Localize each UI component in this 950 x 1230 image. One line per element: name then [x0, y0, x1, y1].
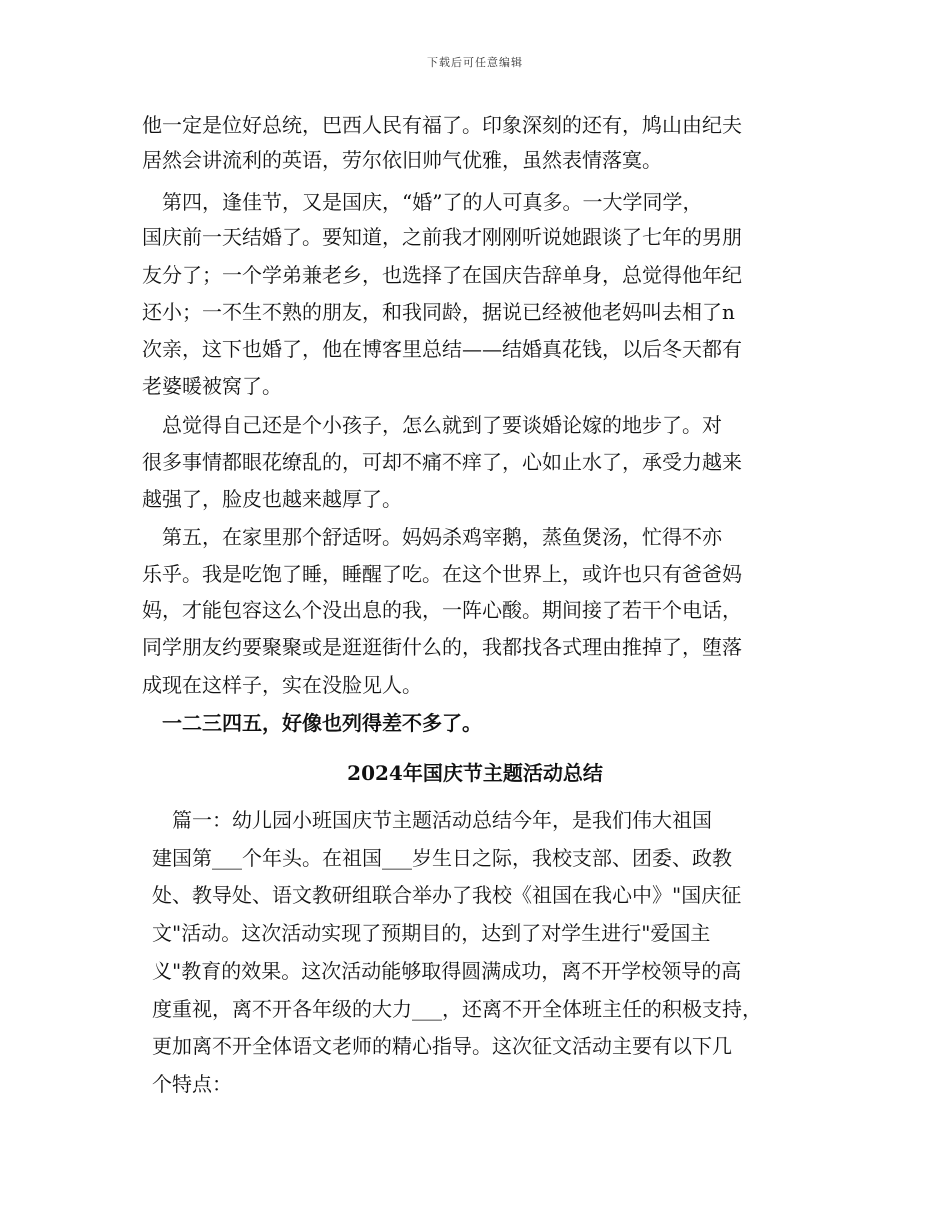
text-line: 个特点： [152, 1072, 232, 1096]
text-line: 乐乎。我是吃饱了睡，睡醒了吃。在这个世界上，或许也只有爸爸妈 [142, 562, 742, 586]
text-line: 越强了，脸皮也越来越厚了。 [142, 487, 402, 511]
text-line: 文"活动。这次活动实现了预期目的，达到了对学生进行"爱国主 [152, 921, 711, 945]
text-line: 还小；一不生不熟的朋友，和我同龄，据说已经被他老妈叫去相了n [142, 300, 735, 324]
text-line: 同学朋友约要聚聚或是逛逛街什么的，我都找各式理由推掉了，堕落 [142, 635, 742, 659]
text-line: 义"教育的效果。这次活动能够取得圆满成功，离不开学校领导的高 [152, 959, 742, 983]
text-line: 总觉得自己还是个小孩子，怎么就到了要谈婚论嫁的地步了。对 [142, 413, 722, 437]
text-line: 成现在这样子，实在没脸见人。 [142, 673, 422, 697]
text-line: 他一定是位好总统，巴西人民有福了。印象深刻的还有，鸠山由纪夫 [142, 113, 742, 137]
text-line: 度重视，离不开各年级的大力___，还离不开全体班主任的积极支持， [152, 997, 762, 1021]
text-line: 很多事情都眼花缭乱的，可却不痛不痒了，心如止水了，承受力越来 [142, 450, 742, 474]
text-line: 第五，在家里那个舒适呀。妈妈杀鸡宰鹅，蒸鱼煲汤，忙得不亦 [142, 525, 722, 549]
section-title: 2024年国庆节主题活动总结 [347, 761, 603, 785]
text-line: 友分了；一个学弟兼老乡，也选择了在国庆告辞单身，总觉得他年纪 [142, 263, 742, 287]
text-line: 建国第___个年头。在祖国___岁生日之际，我校支部、团委、政教 [152, 846, 732, 870]
page-header: 下载后可任意编辑 [427, 56, 523, 69]
closing-line: 一二三四五，好像也列得差不多了。 [142, 711, 482, 735]
text-line: 篇一：幼儿园小班国庆节主题活动总结今年，是我们伟大祖国 [152, 808, 712, 832]
text-line: 第四，逢佳节，又是国庆，“婚”了的人可真多。一大学同学， [142, 190, 703, 214]
text-line: 妈，才能包容这么个没出息的我，一阵心酸。期间接了若干个电话， [142, 598, 742, 622]
text-line: 国庆前一天结婚了。要知道，之前我才刚刚听说她跟谈了七年的男朋 [142, 225, 742, 249]
text-line: 老婆暖被窝了。 [142, 374, 282, 398]
text-line: 次亲，这下也婚了，他在博客里总结——结婚真花钱，以后冬天都有 [142, 337, 742, 361]
text-line: 居然会讲流利的英语，劳尔依旧帅气优雅，虽然表情落寞。 [142, 148, 662, 172]
text-line: 更加离不开全体语文老师的精心指导。这次征文活动主要有以下几 [152, 1034, 732, 1058]
text-line: 处、教导处、语文教研组联合举办了我校《祖国在我心中》"国庆征 [152, 883, 742, 907]
